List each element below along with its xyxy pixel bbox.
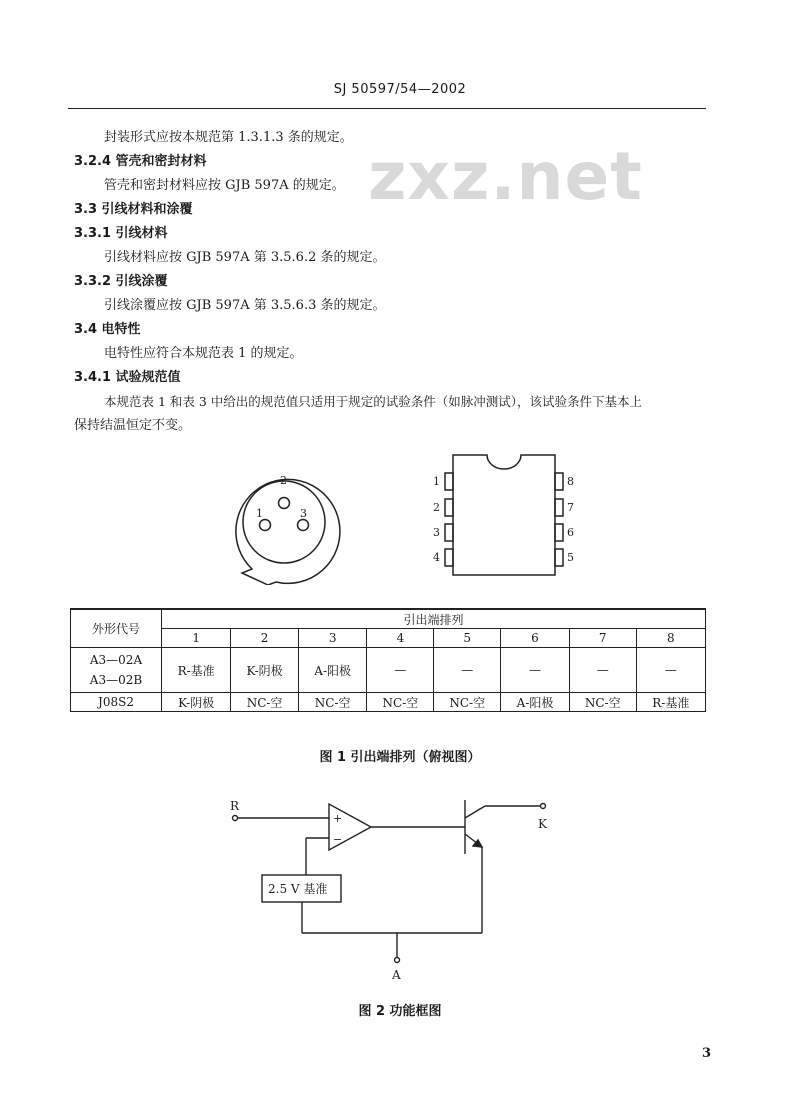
pin-function-cell: — [501,648,570,693]
section-heading: 3.3.2 引线涂覆 [74,274,168,289]
dip-pin-label: 4 [433,551,440,564]
section-heading: 3.3.1 引线材料 [74,226,168,241]
opamp-plus-sign: + [333,812,343,825]
round-pin-3 [298,520,309,531]
pin-number-cell: 3 [298,629,367,648]
outline-code-cell: J08S2 [71,693,162,712]
dip-pin-right [555,549,563,566]
section-heading: 3.3 引线材料和涂覆 [74,202,193,217]
pin-number-cell: 4 [367,629,434,648]
outline-code: A3—02B [89,673,143,687]
dip-pin-label: 2 [433,501,440,514]
outline-code-cell [71,648,162,693]
pin-function-cell: R-基准 [636,693,705,712]
pin-function-cell: — [367,648,434,693]
dip-pin-label: 3 [433,526,440,539]
page-number: 3 [702,1046,712,1061]
round-package-drawing [228,460,348,585]
text-line: 保持结温恒定不变。 [74,418,192,433]
pin-function-cell: NC-空 [434,693,501,712]
page-header: SJ 50597/54—2002 [333,82,467,97]
terminal-k [541,804,546,809]
terminal-label-r: R [230,799,240,813]
pin-number-cell: 6 [501,629,570,648]
functional-block-diagram [220,790,570,990]
pin-number-cell: 1 [162,629,231,648]
dip-pin-label: 6 [567,526,574,539]
dip-pin-label: 1 [433,475,440,488]
reference-box-label: 2.5 V 基准 [268,882,328,896]
text-line: 封装形式应按本规范第 1.3.1.3 条的规定。 [104,130,353,145]
header-rule [68,108,706,109]
section-heading: 3.4.1 试验规范值 [74,370,181,385]
pin-number-cell: 2 [231,629,299,648]
dip-pin-left [445,524,453,541]
round-pin-label: 1 [256,507,263,520]
table-header-group: 引出端排列 [162,609,706,629]
table-pin-number-row [71,629,706,648]
section-heading: 3.4 电特性 [74,322,141,337]
watermark: zxz.net [368,138,643,215]
pin-function-cell: NC-空 [231,693,299,712]
dip-package-outline [453,455,555,575]
round-package-inner-ring [243,481,325,563]
round-pin-1 [260,520,271,531]
pin-function-cell: — [636,648,705,693]
round-pin-label: 3 [300,507,307,520]
text-line: 引线涂覆应按 GJB 597A 第 3.5.6.3 条的规定。 [104,298,386,313]
figure-1-caption: 图 1 引出端排列（俯视图） [319,750,481,765]
text-line: 本规范表 1 和表 3 中给出的规范值只适用于规定的试验条件（如脉冲测试），该试验条件下基本上 [104,394,643,409]
dip-pin-left [445,499,453,516]
dip-package-drawing [425,450,585,580]
terminal-label-k: K [538,817,547,831]
terminal-r [233,816,238,821]
pin-function-cell: K-阴极 [162,693,231,712]
pin-arrangement-table [70,608,706,712]
table-row [71,693,706,712]
pin-function-cell: NC-空 [298,693,367,712]
pin-function-cell: — [434,648,501,693]
table-header-code: 外形代号 [71,609,162,648]
text-line: 电特性应符合本规范表 1 的规定。 [104,346,303,361]
pin-function-cell: R-基准 [162,648,231,693]
pin-function-cell: — [569,648,636,693]
dip-pin-left [445,473,453,490]
dip-pin-right [555,473,563,490]
section-heading: 3.2.4 管壳和密封材料 [74,154,207,169]
figure-2-caption: 图 2 功能框图 [358,1004,442,1019]
outline-code: A3—02A [89,653,143,667]
transistor-collector [465,806,485,818]
pin-function-cell: A-阳极 [501,693,570,712]
terminal-a [395,958,400,963]
opamp-minus-sign: − [333,833,343,846]
round-pin-label: 2 [280,474,287,487]
round-pin-2 [279,498,290,509]
dip-pin-label: 5 [567,551,574,564]
pin-number-cell: 7 [569,629,636,648]
text-line: 管壳和密封材料应按 GJB 597A 的规定。 [104,178,345,193]
text-line: 引线材料应按 GJB 597A 第 3.5.6.2 条的规定。 [104,250,386,265]
pin-function-cell: NC-空 [367,693,434,712]
dip-pin-left [445,549,453,566]
pin-function-cell: A-阳极 [298,648,367,693]
pin-number-cell: 8 [636,629,705,648]
pin-number-cell: 5 [434,629,501,648]
table-header-row [71,609,706,629]
dip-pin-label: 7 [567,501,574,514]
table-row [71,648,706,693]
dip-pin-label: 8 [567,475,574,488]
pin-function-cell: K-阴极 [231,648,299,693]
dip-pin-right [555,499,563,516]
terminal-label-a: A [392,968,401,982]
pin-function-cell: NC-空 [569,693,636,712]
dip-pin-right [555,524,563,541]
